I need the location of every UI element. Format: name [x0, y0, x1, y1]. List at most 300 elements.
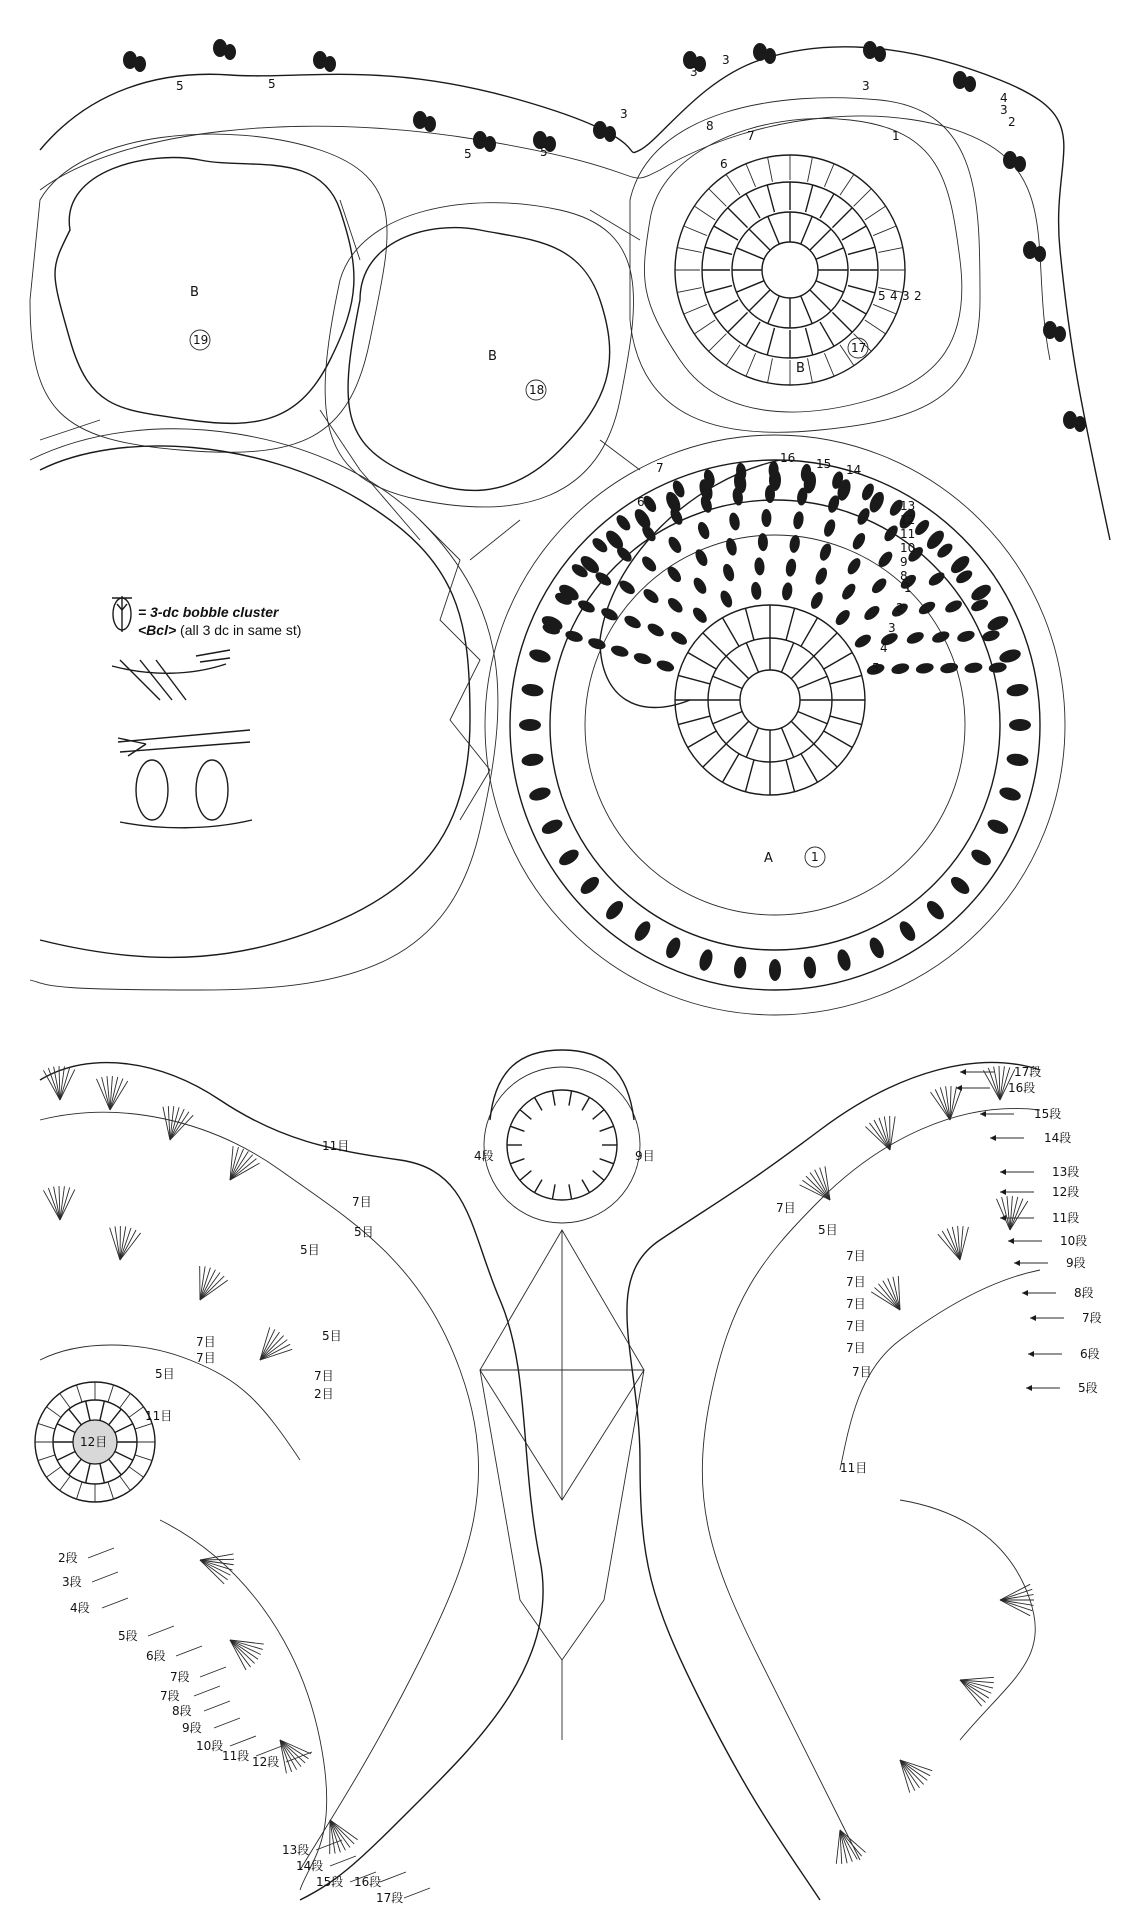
stitch-line: [842, 300, 866, 314]
stitch-line: [723, 754, 740, 783]
legend-note-text: (all 3 dc in same st): [180, 622, 302, 638]
fan-stitch: [1000, 1589, 1032, 1600]
stitch-line: [745, 608, 754, 640]
row-label: 12段: [1052, 1185, 1080, 1199]
motif-a-center-stitches: [675, 605, 865, 795]
bobble-stitch: [224, 44, 236, 60]
stitch-line: [814, 633, 837, 656]
stitch-line: [746, 164, 756, 187]
fan-stitch: [942, 1231, 960, 1260]
center-stitch-label: 12目: [80, 1435, 108, 1449]
center-stitch-label: 9目: [635, 1149, 655, 1163]
bobble-stitch: [614, 513, 633, 533]
stitch-line: [767, 328, 774, 355]
round-label: 4: [890, 289, 898, 303]
bobble-stitch: [134, 56, 146, 72]
bobble-stitch: [697, 948, 715, 972]
motif-a-1: [485, 435, 1065, 1015]
bottom-crochet-chart: [0, 1040, 1142, 1908]
bobble-working-diagram-2: [118, 730, 252, 828]
row-label: 13段: [1052, 1165, 1080, 1179]
round-label: 4: [880, 641, 888, 655]
bobble-stitch: [998, 647, 1022, 665]
fan-stitch: [1010, 1201, 1028, 1230]
stitch-line: [678, 716, 710, 725]
round-label: 8: [900, 569, 908, 583]
arrow-head: [1014, 1260, 1020, 1266]
stitch-label: 5目: [322, 1329, 342, 1343]
bobble-stitch: [576, 598, 597, 615]
fan-stitch: [230, 1159, 256, 1180]
arrow-leader: [200, 1667, 226, 1677]
stitch-line: [135, 1455, 152, 1461]
edge-number: 2: [1008, 115, 1016, 129]
fan-stitch: [802, 1180, 830, 1200]
bobble-stitch: [521, 752, 544, 767]
stitch-line: [824, 164, 834, 187]
row-label: 8段: [172, 1704, 192, 1718]
bobble-stitch: [1006, 752, 1029, 767]
round-label: 10: [900, 541, 916, 555]
motif-letter: A: [764, 851, 773, 866]
bobble-stitch: [788, 534, 801, 553]
row-label: 9段: [1066, 1256, 1086, 1270]
stitch-line: [816, 248, 844, 259]
round-label: 7: [656, 461, 664, 475]
stitch-line: [746, 728, 758, 758]
bobble-stitch: [808, 590, 825, 611]
bobble-stitch: [324, 56, 336, 72]
bobble-stitch: [869, 576, 889, 596]
motif-letter: B: [796, 361, 805, 376]
bobble-stitch: [587, 636, 607, 651]
center-row-label: 4段: [474, 1149, 494, 1163]
bobble-stitch: [733, 956, 748, 979]
stitch-line: [688, 731, 717, 748]
stitch-line: [86, 1401, 90, 1420]
bobble-stitch: [964, 76, 976, 92]
bobble-stitch: [781, 582, 794, 601]
stitch-line: [810, 290, 831, 311]
arrow-leader: [176, 1646, 202, 1656]
stitch-line: [709, 189, 727, 207]
stitch-line: [520, 1171, 531, 1181]
stitch-line: [786, 760, 795, 792]
stitch-label: 7目: [852, 1365, 872, 1379]
row-label: 4段: [70, 1601, 90, 1615]
arrow-leader: [194, 1686, 220, 1696]
row-label: 7段: [1082, 1311, 1102, 1325]
row-label: 15段: [1034, 1107, 1062, 1121]
bobble-stitch: [769, 959, 781, 981]
stitch-line: [694, 320, 715, 334]
stitch-line: [806, 185, 813, 212]
bobble-stitch: [690, 605, 709, 625]
row-label: 17段: [1014, 1065, 1042, 1079]
edging-bobble-row: [123, 39, 1086, 432]
stitch-line: [768, 358, 773, 383]
bobble-stitch: [905, 630, 925, 646]
arrow-leader: [102, 1598, 128, 1608]
stitch-line: [801, 754, 818, 783]
left-row-labels: [58, 1551, 403, 1905]
motif-left-large: [30, 429, 498, 990]
motif-number: 18: [529, 383, 545, 397]
stitch-line: [865, 206, 886, 220]
legend-title-text: = 3-dc bobble cluster: [138, 604, 279, 620]
edge-number: 5: [464, 147, 472, 161]
stitch-line: [688, 653, 717, 670]
round-label: 1: [904, 581, 912, 595]
bobble-stitch: [693, 547, 710, 568]
fan-stitch: [260, 1344, 290, 1360]
fan-stitch: [960, 1680, 989, 1698]
stitch-line: [109, 1409, 121, 1425]
arrow-head: [1026, 1385, 1032, 1391]
round-label: 3: [888, 621, 896, 635]
bobble-stitch: [665, 564, 684, 584]
bobble-stitch: [691, 575, 709, 596]
stitch-line: [746, 353, 756, 376]
round-label: 11: [900, 527, 916, 541]
stitch-label: 7目: [352, 1195, 372, 1209]
stitch-line: [798, 676, 828, 688]
round-label: 9: [900, 555, 908, 569]
stitch-line: [108, 1385, 114, 1402]
stitch-line: [552, 1184, 555, 1199]
stitch-line: [86, 1463, 90, 1482]
fan-stitch: [115, 1226, 120, 1260]
stitch-line: [801, 216, 812, 244]
fan-stitch: [200, 1273, 220, 1300]
stitch-line: [46, 1467, 61, 1478]
stitch-line: [842, 226, 866, 240]
row-label: 11段: [1052, 1211, 1080, 1225]
bobble-stitch: [785, 558, 798, 577]
arrow-head: [980, 1111, 986, 1117]
fan-stitch: [230, 1163, 260, 1180]
bobble-stitch: [998, 785, 1022, 803]
stitch-line: [115, 1452, 133, 1461]
bobble-stitch: [604, 126, 616, 142]
legend-bobble-title: [138, 603, 278, 621]
row-label: 6段: [1080, 1347, 1100, 1361]
stitch-line: [824, 353, 834, 376]
bobble-stitch: [639, 554, 658, 574]
stitch-line: [878, 248, 903, 253]
stitch-label: 7目: [846, 1275, 866, 1289]
bobble-stitch: [867, 935, 887, 960]
stitch-line: [806, 328, 813, 355]
motif-b-19: [30, 134, 387, 452]
stitch-line: [108, 1482, 114, 1499]
arrow-leader: [380, 1872, 406, 1882]
stitch-line: [786, 608, 795, 640]
row-label: 16段: [1008, 1081, 1036, 1095]
row-label: 10段: [1060, 1234, 1088, 1248]
stitch-line: [38, 1423, 55, 1429]
stitch-line: [791, 656, 814, 679]
stitch-line: [840, 174, 854, 195]
stitch-label: 7目: [314, 1369, 334, 1383]
round-label: 14: [846, 463, 862, 477]
stitch-label: 7目: [196, 1335, 216, 1349]
stitch-line: [69, 1409, 81, 1425]
stitch-line: [69, 1459, 81, 1475]
stitch-line: [677, 288, 702, 293]
stitch-line: [705, 286, 732, 293]
stitch-line: [600, 1126, 614, 1131]
fan-stitch: [836, 1830, 840, 1864]
motif-b-17: [630, 98, 980, 433]
bobble-stitch: [696, 520, 712, 540]
arrow-head: [1008, 1238, 1014, 1244]
round-label: 12: [900, 513, 916, 527]
fan-stitch: [120, 1228, 131, 1260]
stitch-line: [808, 358, 813, 383]
stitch-line: [520, 1110, 531, 1120]
stitch-line: [129, 1467, 144, 1478]
bobble-stitch: [728, 512, 741, 532]
stitch-line: [120, 1476, 131, 1491]
round-label: 2: [896, 601, 904, 615]
stitch-line: [713, 676, 743, 688]
motif-17-stitches: [675, 155, 905, 385]
bobble-stitch: [874, 46, 886, 62]
fan-stitch: [900, 1760, 919, 1788]
stitch-line: [703, 633, 726, 656]
round-label: 6: [637, 495, 645, 509]
fan-stitch: [950, 1088, 962, 1120]
edge-number: 5: [268, 77, 276, 91]
stitch-line: [714, 226, 738, 240]
stitch-line: [873, 304, 896, 314]
arrow-leader: [404, 1888, 430, 1898]
bobble-stitch: [835, 948, 853, 972]
stitch-label: 7目: [196, 1351, 216, 1365]
stitch-line: [60, 1393, 71, 1408]
edge-number: 3: [722, 53, 730, 67]
bobble-stitch: [855, 506, 872, 527]
round-label: 7: [747, 129, 755, 143]
stitch-line: [60, 1476, 71, 1491]
stitch-line: [535, 1097, 543, 1110]
round-label: 5: [878, 289, 886, 303]
stitch-line: [820, 322, 834, 346]
stitch-line: [510, 1126, 524, 1131]
right-row-labels: [1008, 1065, 1102, 1395]
bobble-stitch: [792, 511, 805, 530]
motif-number: 19: [193, 333, 209, 347]
stitch-label: 11目: [840, 1461, 868, 1475]
edge-number: 1: [892, 129, 900, 143]
fan-stitch: [110, 1228, 120, 1260]
bobble-cluster-icon: [112, 596, 132, 632]
motif-number: 17: [851, 341, 867, 355]
fan-stitch: [260, 1340, 287, 1360]
row-label: 5段: [118, 1629, 138, 1643]
stitch-line: [552, 1091, 555, 1106]
bobble-stitch: [750, 581, 762, 600]
row-label: 7段: [170, 1670, 190, 1684]
arrow-leader: [92, 1572, 118, 1582]
fan-stitch: [230, 1640, 246, 1670]
round-label: 5: [872, 661, 880, 675]
arrow-leader: [204, 1701, 230, 1711]
bobble-stitch: [632, 651, 652, 666]
left-round-motif: [35, 1382, 155, 1502]
stitch-line: [768, 296, 779, 324]
stitch-line: [76, 1482, 82, 1499]
row-label: 5段: [1078, 1381, 1098, 1395]
stitch-line: [46, 1407, 61, 1418]
stitch-label: 5目: [818, 1223, 838, 1237]
bobble-stitch: [1006, 683, 1029, 698]
stitch-label: 2目: [314, 1387, 334, 1401]
fan-stitch: [280, 1740, 301, 1767]
edge-number: 3: [690, 65, 698, 79]
stitch-line: [726, 174, 740, 195]
stitch-line: [593, 1171, 604, 1181]
stitch-line: [768, 157, 773, 182]
top-edging: [40, 39, 1110, 540]
stitch-line: [57, 1424, 75, 1433]
stitch-line: [714, 300, 738, 314]
bobble-stitch: [669, 629, 690, 647]
fan-stitch: [960, 1680, 982, 1706]
stitch-line: [535, 1180, 543, 1193]
bobble-stitch: [718, 589, 734, 609]
stitch-line: [745, 760, 754, 792]
bobble-stitch: [564, 629, 584, 644]
bobble-stitch: [915, 662, 935, 675]
fan-stitch: [840, 1830, 857, 1859]
fan-stitch: [110, 1081, 128, 1110]
row-label: 12段: [252, 1755, 280, 1769]
arrow-leader: [230, 1736, 256, 1746]
right-wing: [627, 1063, 1040, 1901]
bobble-stitch: [822, 518, 837, 538]
bobble-stitch: [948, 874, 972, 897]
bobble-stitch: [1014, 156, 1026, 172]
stitch-line: [746, 322, 760, 346]
bobble-stitch: [939, 662, 958, 675]
stitch-line: [814, 744, 837, 767]
stitch-line: [749, 290, 770, 311]
stitch-label: 7目: [846, 1341, 866, 1355]
stitch-line: [57, 1452, 75, 1461]
arrow-head: [1000, 1189, 1006, 1195]
fan-stitch: [260, 1332, 279, 1360]
stitch-line: [830, 716, 862, 725]
row-label: 17段: [376, 1891, 404, 1905]
stitch-label: 11目: [145, 1409, 173, 1423]
stitch-line: [854, 189, 872, 207]
fan-stitch: [230, 1151, 248, 1180]
round-label: 8: [706, 119, 714, 133]
round-label: 16: [780, 451, 796, 465]
bobble-stitch: [764, 48, 776, 64]
bobble-stitch: [926, 570, 946, 589]
bobble-stitch: [754, 557, 765, 576]
arrow-head: [1000, 1169, 1006, 1175]
stitch-line: [684, 226, 707, 236]
center-ring-stitches: [507, 1091, 617, 1199]
bobble-stitch: [956, 629, 976, 644]
bobble-stitch: [924, 898, 947, 922]
bobble-stitch: [853, 632, 874, 650]
edge-number: 3: [862, 79, 870, 93]
fan-stitch: [120, 1233, 141, 1260]
motif-letter: B: [190, 285, 199, 300]
stitch-line: [129, 1407, 144, 1418]
row-label: 7段: [160, 1689, 180, 1703]
fan-stitch: [869, 1123, 890, 1150]
bobble-stitch: [645, 621, 666, 639]
bobble-stitch: [519, 719, 541, 731]
stitch-line: [135, 1423, 152, 1429]
left-wing: [40, 1063, 543, 1900]
stitch-line: [816, 281, 844, 292]
bobble-stitch: [721, 562, 736, 582]
fan-stitch: [280, 1740, 308, 1759]
fan-stitch: [900, 1760, 927, 1780]
fan-stitch: [810, 1173, 830, 1200]
stitch-line: [100, 1401, 104, 1420]
bobble-stitch: [818, 542, 834, 562]
bobble-stitch: [632, 919, 654, 944]
bobble-stitch: [964, 661, 983, 674]
stitch-line: [801, 296, 812, 324]
row-label: 10段: [196, 1739, 224, 1753]
stitch-line: [781, 643, 793, 673]
stitch-line: [798, 711, 828, 723]
arrow-head: [1022, 1290, 1028, 1296]
stitch-line: [677, 248, 702, 253]
stitch-label: 11目: [322, 1139, 350, 1153]
row-label: 13段: [282, 1843, 310, 1857]
bobble-stitch: [556, 846, 581, 868]
stitch-line: [791, 721, 814, 744]
legend-bobble-note: [138, 621, 301, 639]
stitch-line: [848, 286, 875, 293]
edge-number: 5: [540, 145, 548, 159]
edge-number: 5: [176, 79, 184, 93]
bobble-stitch: [655, 658, 675, 673]
bobble-stitch: [663, 935, 683, 960]
stitch-line: [726, 345, 740, 366]
motif-letter: B: [488, 349, 497, 364]
stitch-label: 7目: [846, 1319, 866, 1333]
stitch-label: 7目: [776, 1201, 796, 1215]
stitch-line: [746, 194, 760, 218]
right-stitch-labels: [776, 1201, 872, 1475]
edge-number: 4: [1000, 91, 1008, 105]
bobble-stitch: [890, 662, 910, 676]
stitch-line: [781, 728, 793, 758]
fan-stitch: [200, 1280, 228, 1300]
bobble-stitch: [668, 506, 685, 527]
stitch-line: [865, 320, 886, 334]
stitch-line: [582, 1097, 590, 1110]
stitch-line: [713, 711, 743, 723]
stitch-line: [569, 1091, 572, 1106]
row-label: 15段: [316, 1875, 344, 1889]
stitch-line: [749, 229, 770, 250]
center-ring-motif: [474, 1050, 655, 1223]
stitch-line: [694, 206, 715, 220]
round-label: 2: [914, 289, 922, 303]
